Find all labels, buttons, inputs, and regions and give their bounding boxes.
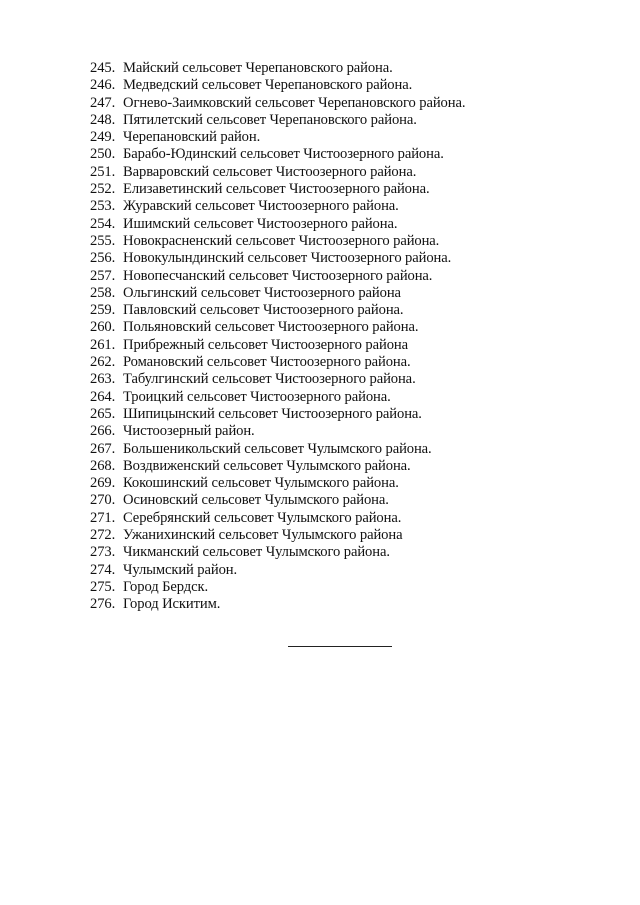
item-number: 273.	[90, 544, 116, 561]
list-item	[90, 319, 465, 336]
item-number: 266.	[90, 423, 116, 440]
item-text: Новокулындинский сельсовет Чистоозерного района.	[123, 250, 452, 267]
item-number: 252.	[90, 181, 116, 198]
item-text: Чикманский сельсовет Чулымского района.	[123, 544, 390, 561]
item-text: Медведский сельсовет Черепановского района.	[123, 77, 413, 94]
item-text: Барабо-Юдинский сельсовет Чистоозерного района.	[123, 146, 444, 163]
list-item	[90, 285, 465, 302]
item-number: 261.	[90, 336, 116, 353]
item-text: Серебрянский сельсовет Чулымского района.	[123, 509, 402, 526]
item-text: Ишимский сельсовет Чистоозерного района.	[123, 215, 398, 232]
item-number: 251.	[90, 163, 116, 180]
item-number: 256.	[90, 250, 116, 267]
item-number: 245.	[90, 60, 116, 76]
item-number: 263.	[90, 371, 116, 388]
list-item	[90, 458, 465, 475]
item-text: Варваровский сельсовет Чистоозерного района.	[123, 163, 417, 180]
list-item	[90, 492, 465, 509]
list-item	[90, 371, 465, 388]
list-item	[90, 146, 465, 163]
list-item	[90, 527, 465, 544]
end-separator-line	[288, 646, 392, 647]
item-number: 246.	[90, 77, 116, 94]
list-item	[90, 423, 465, 440]
item-text: Воздвиженский сельсовет Чулымского района.	[123, 457, 411, 474]
list-item	[90, 77, 465, 94]
list-item	[90, 250, 465, 267]
list-item	[90, 164, 465, 181]
item-text: Романовский сельсовет Чистоозерного района.	[123, 354, 411, 371]
list-item	[90, 562, 465, 579]
item-number: 276.	[90, 596, 116, 613]
item-text: Город Искитим.	[123, 596, 221, 613]
item-text: Новопесчанский сельсовет Чистоозерного района.	[123, 267, 433, 284]
list-item	[90, 129, 465, 146]
item-number: 259.	[90, 302, 116, 319]
item-number: 268.	[90, 457, 116, 474]
item-number: 248.	[90, 111, 116, 128]
item-text: Огнево-Заимковский сельсовет Черепановского района.	[123, 94, 466, 111]
item-number: 270.	[90, 492, 116, 509]
item-number: 255.	[90, 232, 116, 249]
list-item	[90, 354, 465, 371]
list-item	[90, 268, 465, 285]
list-item	[90, 60, 465, 77]
list-item	[90, 95, 465, 112]
item-number: 249.	[90, 129, 116, 146]
item-number: 271.	[90, 509, 116, 526]
list-item	[90, 579, 465, 596]
item-text: Чистоозерный район.	[123, 423, 255, 440]
settlement-list	[90, 60, 465, 614]
list-item	[90, 181, 465, 198]
list-item	[90, 216, 465, 233]
item-text: Павловский сельсовет Чистоозерного района.	[123, 302, 404, 319]
item-text: Новокрасненский сельсовет Чистоозерного района.	[123, 232, 440, 249]
item-text: Кокошинский сельсовет Чулымского района.	[123, 475, 399, 492]
item-number: 262.	[90, 354, 116, 371]
list-item	[90, 302, 465, 319]
item-text: Табулгинский сельсовет Чистоозерного района.	[123, 371, 416, 388]
list-item	[90, 406, 465, 423]
item-number: 269.	[90, 475, 116, 492]
item-text: Прибрежный сельсовет Чистоозерного района	[123, 336, 408, 353]
item-text: Пятилетский сельсовет Черепановского района.	[123, 111, 417, 128]
item-text: Черепановский район.	[123, 129, 261, 146]
list-item	[90, 389, 465, 406]
item-text: Ольгинский сельсовет Чистоозерного района	[123, 284, 401, 301]
item-text: Город Бердск.	[123, 578, 209, 595]
list-item	[90, 198, 465, 215]
item-number: 250.	[90, 146, 116, 163]
list-item	[90, 337, 465, 354]
item-number: 254.	[90, 215, 116, 232]
item-text: Елизаветинский сельсовет Чистоозерного района.	[123, 181, 430, 198]
list-item	[90, 544, 465, 561]
item-text: Шипицынский сельсовет Чистоозерного района.	[123, 405, 422, 422]
item-number: 265.	[90, 405, 116, 422]
item-number: 247.	[90, 94, 116, 111]
item-number: 274.	[90, 561, 116, 578]
list-item	[90, 475, 465, 492]
list-item	[90, 441, 465, 458]
item-number: 260.	[90, 319, 116, 336]
item-number: 275.	[90, 578, 116, 595]
item-number: 253.	[90, 198, 116, 215]
list-item	[90, 596, 465, 613]
item-number: 257.	[90, 267, 116, 284]
item-number: 272.	[90, 527, 116, 544]
item-text: Журавский сельсовет Чистоозерного района.	[123, 198, 399, 215]
item-text: Большеникольский сельсовет Чулымского района.	[123, 440, 432, 457]
item-number: 264.	[90, 388, 116, 405]
item-text: Польяновский сельсовет Чистоозерного района.	[123, 319, 419, 336]
item-text: Чулымский район.	[123, 561, 238, 578]
item-text: Троицкий сельсовет Чистоозерного района.	[123, 388, 391, 405]
item-text: Ужанихинский сельсовет Чулымского района	[123, 527, 403, 544]
list-item	[90, 112, 465, 129]
item-text: Майский сельсовет Черепановского района.	[123, 60, 393, 76]
item-number: 267.	[90, 440, 116, 457]
item-text: Осиновский сельсовет Чулымского района.	[123, 492, 389, 509]
item-number: 258.	[90, 284, 116, 301]
list-item	[90, 233, 465, 250]
list-item	[90, 510, 465, 527]
